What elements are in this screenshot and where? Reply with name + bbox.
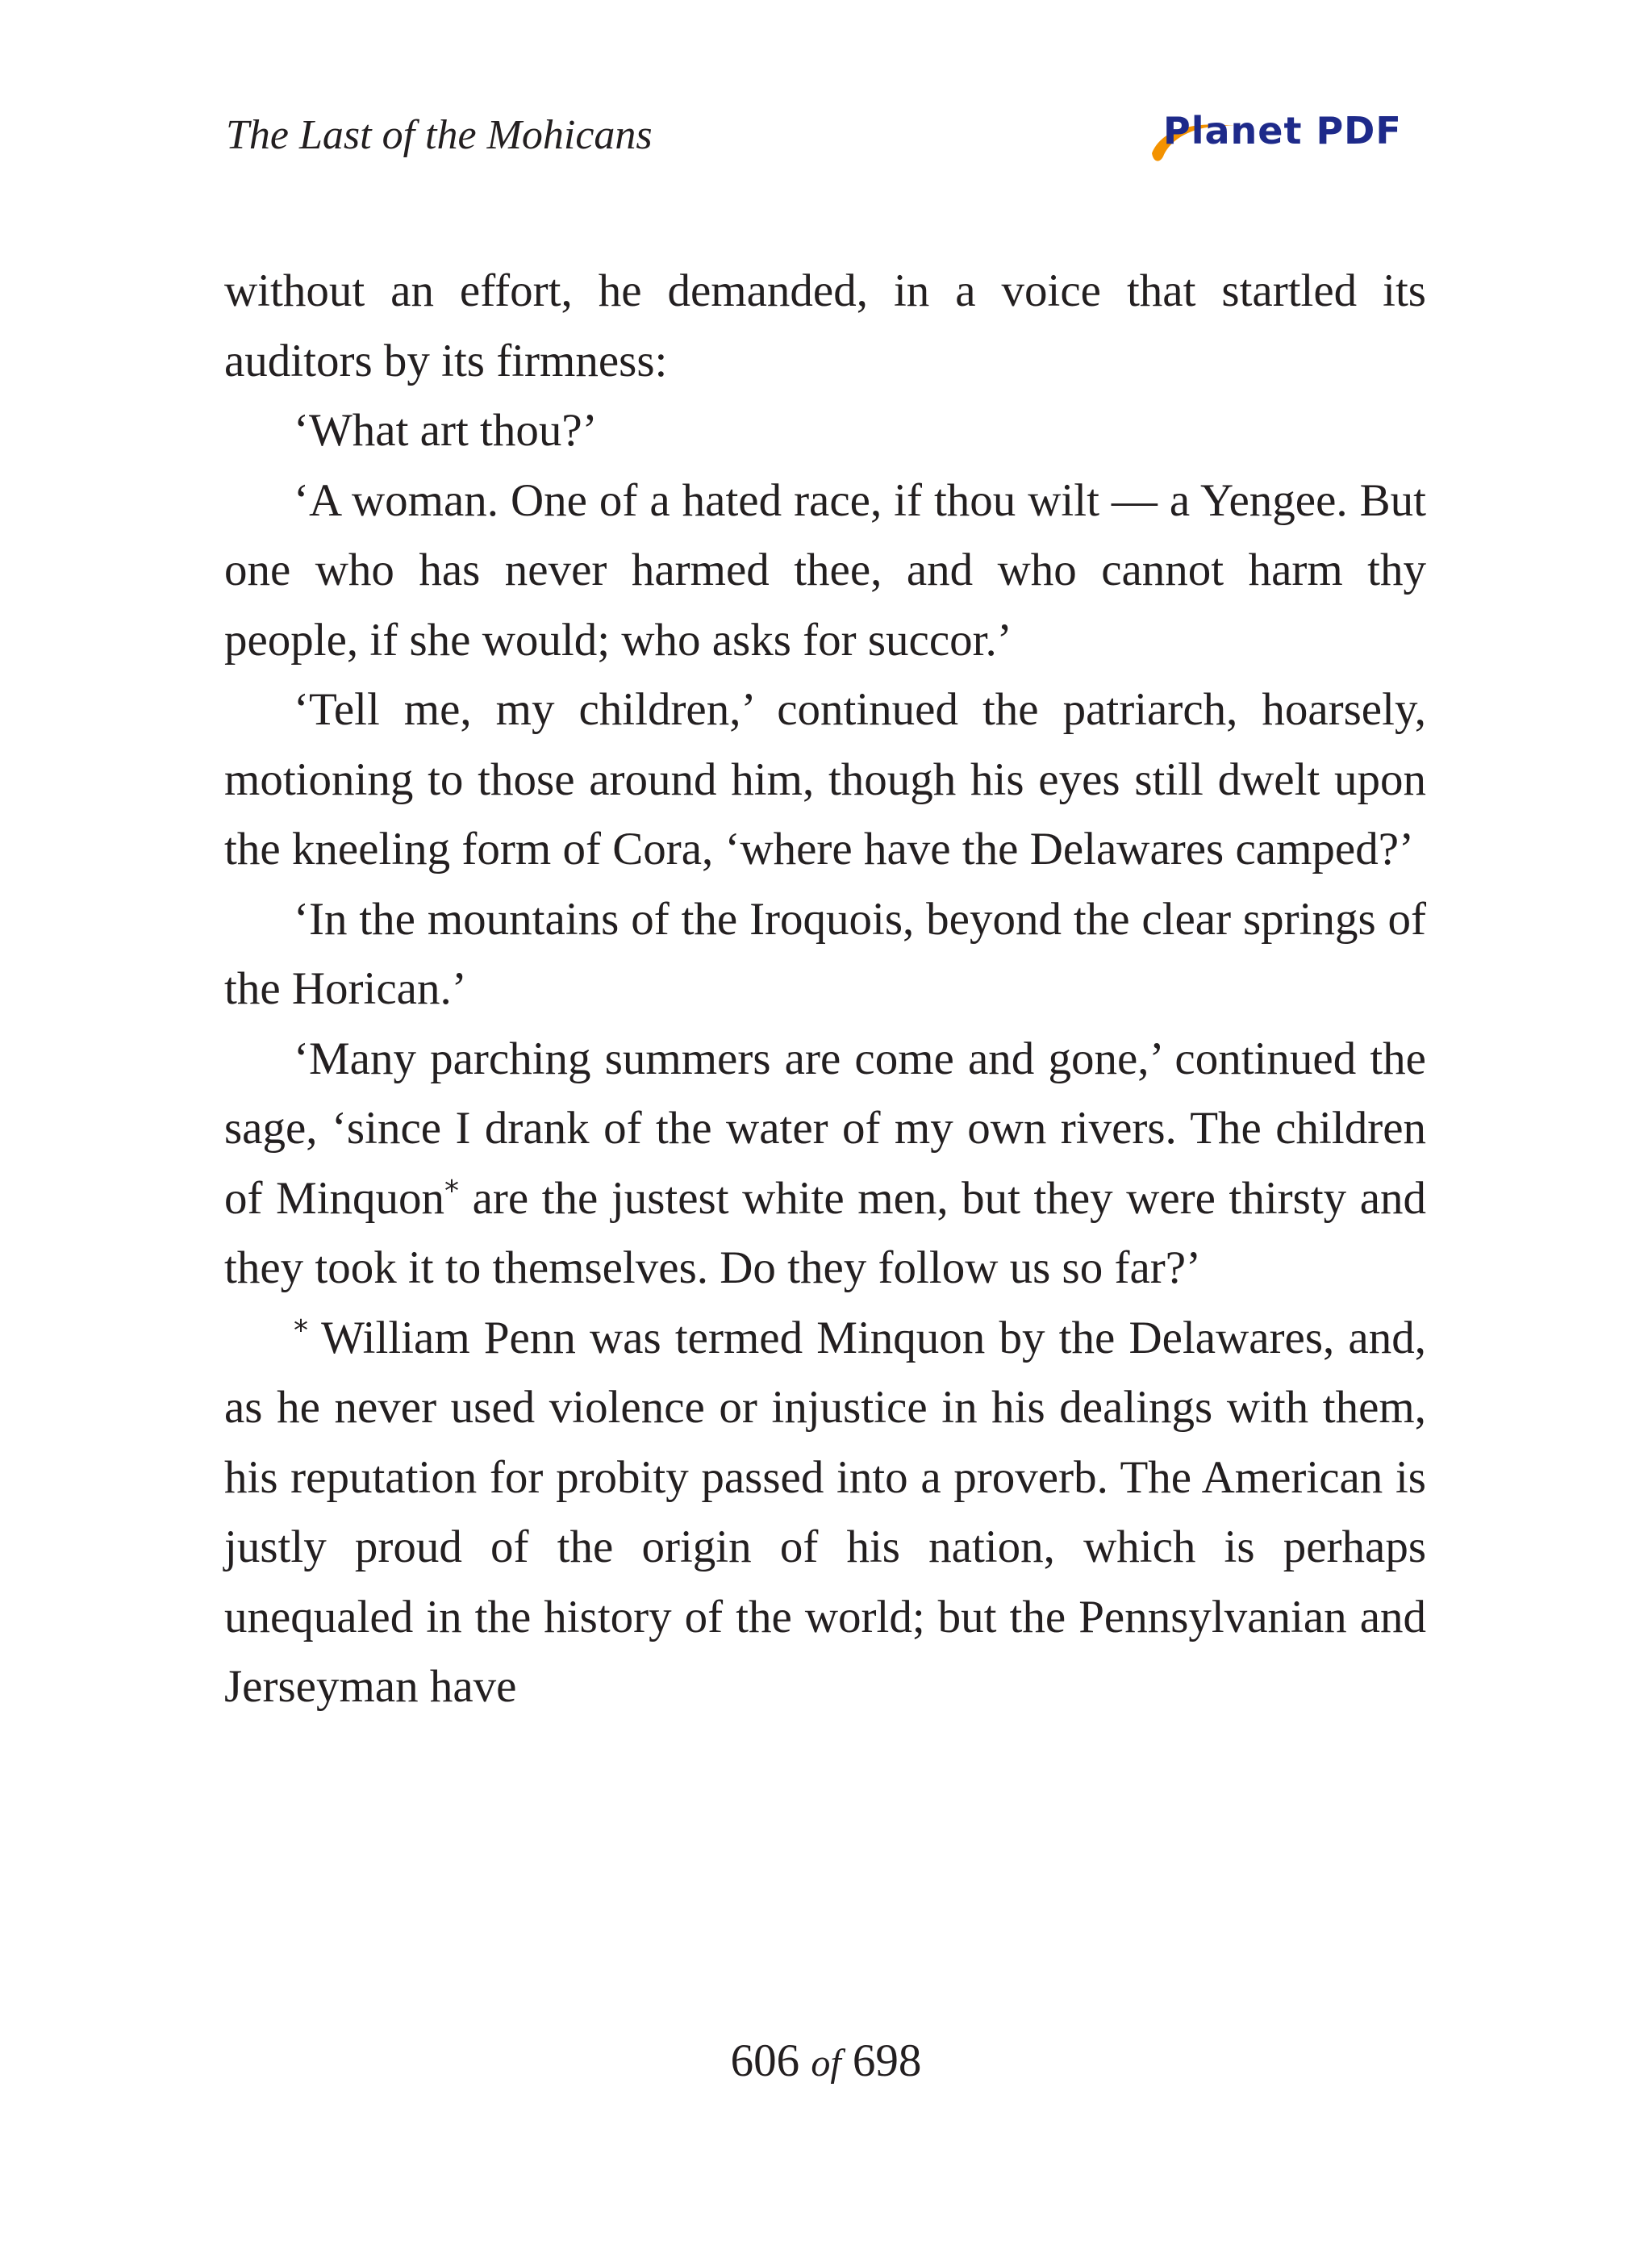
current-page: 606	[730, 2035, 800, 2086]
paragraph-continuation: without an effort, he demanded, in a voice that startled its auditors by its firmness:	[224, 265, 1426, 386]
page-body	[224, 257, 1426, 1722]
paragraph-sage	[224, 1025, 1426, 1304]
footnote-paragraph	[224, 1304, 1426, 1722]
total-pages: 698	[852, 2035, 922, 2086]
page-header	[226, 105, 1428, 169]
paragraph-iroquois: ‘In the mountains of the Iroquois, beyond the clear springs of the Horican.’	[224, 893, 1426, 1014]
sage-text-before: ‘Many parching summers are come and gone,’ continued the sage, ‘since I drank of the water of my own rivers. The children of Minquon	[224, 1033, 1426, 1224]
planet-pdf-logo	[1145, 105, 1412, 169]
paragraph-question: ‘What art thou?’	[294, 405, 598, 456]
book-title: The Last of the Mohicans	[226, 112, 653, 158]
footnote-star-icon: *	[444, 1174, 460, 1208]
logo-text: Planet PDF	[1163, 109, 1402, 152]
paragraph-cora-reply: ‘A woman. One of a hated race, if thou wilt — a Yengee. But one who has never harmed thee, and who cannot harm thy people, if she would; who asks for succor.’	[224, 474, 1426, 666]
of-label: of	[811, 2042, 841, 2085]
footnote-star-icon: *	[294, 1313, 308, 1347]
page-number	[0, 2033, 1652, 2092]
paragraph-patriarch: ‘Tell me, my children,’ continued the patriarch, hoarsely, motioning to those around him, though his eyes still dwelt upon the kneeling form of Cora, ‘where have the Delawares camped?’	[224, 684, 1426, 874]
footnote-text: William Penn was termed Minquon by the Delawares, and, as he never used violence or injustice in his dealings with them, his reputation for probity passed into a proverb. The American is justly proud of the origin of his nation, which is perhaps unequaled in the history of the world; but the Pennsylvanian and Jerseyman have	[224, 1312, 1426, 1712]
sage-text-after: are the justest white men, but they were thirsty and they took it to themselves. Do they follow us so far?’	[224, 1172, 1427, 1293]
